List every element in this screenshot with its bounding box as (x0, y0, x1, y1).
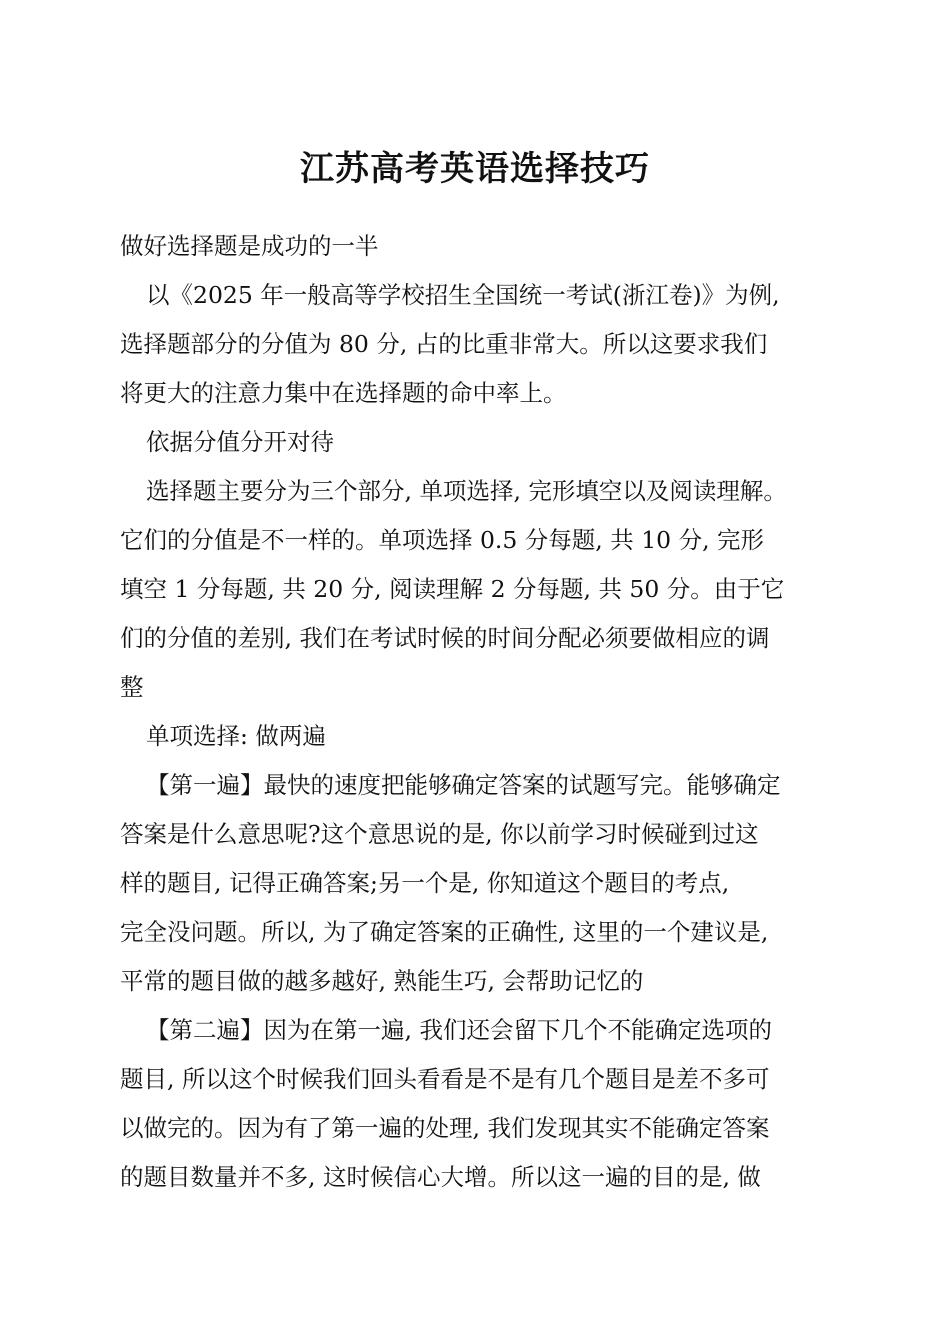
text-line: 的题目数量并不多, 这时候信心大增。所以这一遍的目的是, 做 (120, 1163, 761, 1191)
text-line: 选择题部分的分值为 80 分, 占的比重非常大。所以这要求我们 (120, 330, 768, 358)
text-line: 以做完的。因为有了第一遍的处理, 我们发现其实不能确定答案 (120, 1114, 770, 1142)
text-line: 填空 1 分每题, 共 20 分, 阅读理解 2 分每题, 共 50 分。由于它 (120, 575, 785, 603)
text-line: 题目, 所以这个时候我们回头看看是不是有几个题目是差不多可 (120, 1065, 770, 1093)
text-line: 依据分值分开对待 (146, 428, 334, 456)
text-line: 答案是什么意思呢?这个意思说的是, 你以前学习时候碰到过这 (120, 820, 759, 848)
text-line: 选择题主要分为三个部分, 单项选择, 完形填空以及阅读理解。 (146, 477, 787, 505)
text-line: 做好选择题是成功的一半 (120, 232, 379, 260)
text-line: 【第一遍】最快的速度把能够确定答案的试题写完。能够确定 (146, 771, 781, 799)
text-line: 样的题目, 记得正确答案;另一个是, 你知道这个题目的考点, (120, 869, 730, 897)
text-line: 整 (120, 673, 144, 701)
document-title: 江苏高考英语选择技巧 (300, 149, 650, 189)
document-body (120, 222, 850, 1202)
text-line: 平常的题目做的越多越好, 熟能生巧, 会帮助记忆的 (120, 967, 644, 995)
text-line: 它们的分值是不一样的。单项选择 0.5 分每题, 共 10 分, 完形 (120, 526, 765, 554)
text-line: 将更大的注意力集中在选择题的命中率上。 (120, 379, 567, 407)
text-line: 们的分值的差别, 我们在考试时候的时间分配必须要做相应的调 (120, 624, 770, 652)
text-line: 完全没问题。所以, 为了确定答案的正确性, 这里的一个建议是, (120, 918, 769, 946)
text-line: 【第二遍】因为在第一遍, 我们还会留下几个不能确定选项的 (146, 1016, 772, 1044)
text-line: 单项选择: 做两遍 (146, 722, 326, 750)
text-line: 以《2025 年一般高等学校招生全国统一考试(浙江卷)》为例, (146, 281, 780, 309)
